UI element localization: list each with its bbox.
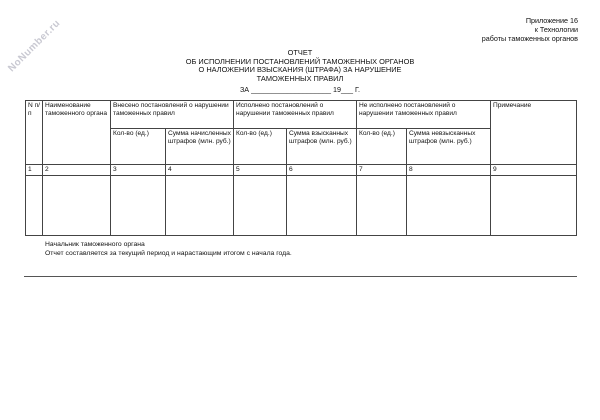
empty-cell xyxy=(166,176,234,236)
report-footer xyxy=(45,240,292,259)
report-title xyxy=(150,49,450,83)
header-not-executed: Не исполнено постановлений о нарушении таможенных правил xyxy=(357,101,491,129)
empty-cell xyxy=(234,176,287,236)
table-row-empty xyxy=(26,176,577,236)
header-executed: Исполнено постановлений о нарушении таможенных правил xyxy=(234,101,357,129)
footer-note: Отчет составляется за текущий период и нарастающим итогом с начала года. xyxy=(45,250,292,258)
table-header-row xyxy=(26,101,577,129)
empty-cell xyxy=(111,176,166,236)
appendix-reference xyxy=(482,16,578,43)
empty-cell xyxy=(287,176,357,236)
title-line-3: О НАЛОЖЕНИИ ВЗЫСКАНИЯ (ШТРАФА) ЗА НАРУШЕНИЕ xyxy=(198,65,402,75)
column-number-row xyxy=(26,165,577,176)
column-number: 9 xyxy=(491,165,577,176)
header-num: N п/п xyxy=(26,101,43,165)
subheader-not-executed-count: Кол-во (ед.) xyxy=(357,129,407,165)
divider-line xyxy=(24,276,577,277)
title-line-1: ОТЧЕТ xyxy=(287,48,313,57)
column-number: 3 xyxy=(111,165,166,176)
empty-cell xyxy=(26,176,43,236)
subheader-sum-not-collected: Сумма невзысканных штрафов (млн. руб.) xyxy=(407,129,491,165)
watermark: NoNumber.ru xyxy=(6,17,63,75)
empty-cell xyxy=(43,176,111,236)
appendix-line-1: Приложение 16 xyxy=(525,16,578,25)
empty-cell xyxy=(407,176,491,236)
empty-cell xyxy=(491,176,577,236)
header-note: Примечание xyxy=(491,101,577,165)
column-number: 2 xyxy=(43,165,111,176)
subheader-sum-collected: Сумма взысканных штрафов (млн. руб.) xyxy=(287,129,357,165)
report-period: ЗА ____________________ 19___ Г. xyxy=(239,85,361,94)
column-number: 8 xyxy=(407,165,491,176)
subheader-executed-count: Кол-во (ед.) xyxy=(234,129,287,165)
column-number: 5 xyxy=(234,165,287,176)
column-number: 6 xyxy=(287,165,357,176)
title-line-4: ТАМОЖЕННЫХ ПРАВИЛ xyxy=(256,73,344,83)
title-line-2: ОБ ИСПОЛНЕНИИ ПОСТАНОВЛЕНИЙ ТАМОЖЕННЫХ ОРГАНОВ xyxy=(185,56,415,66)
subheader-issued-count: Кол-во (ед.) xyxy=(111,129,166,165)
signature-label: Начальник таможенного органа xyxy=(45,241,145,248)
empty-cell xyxy=(357,176,407,236)
subheader-sum-charged: Сумма начисленных штрафов (млн. руб.) xyxy=(166,129,234,165)
header-org: Наименование таможенного органа xyxy=(43,101,111,165)
column-number: 1 xyxy=(26,165,43,176)
column-number: 4 xyxy=(166,165,234,176)
report-table xyxy=(25,100,577,236)
appendix-line-2: к Технологии xyxy=(534,25,578,34)
column-number: 7 xyxy=(357,165,407,176)
header-issued: Внесено постановлений о нарушении таможенных правил xyxy=(111,101,234,129)
appendix-line-3: работы таможенных органов xyxy=(481,34,578,43)
